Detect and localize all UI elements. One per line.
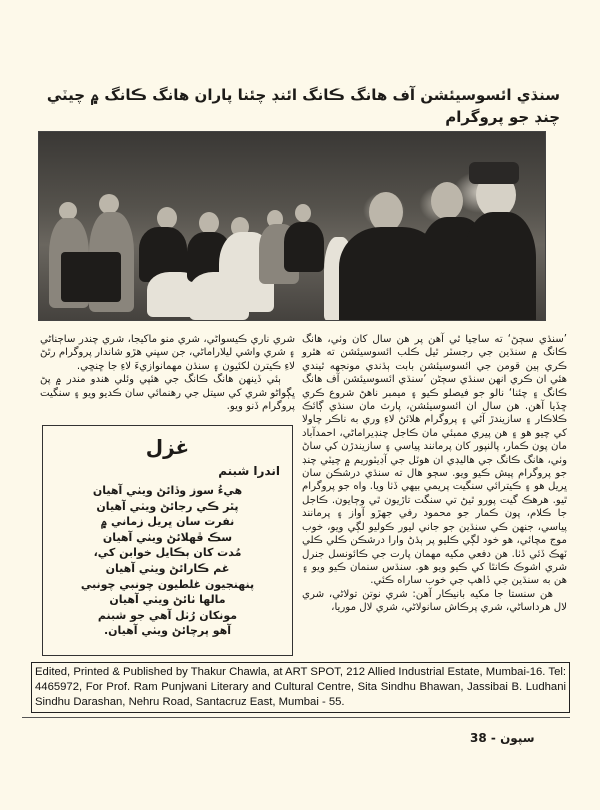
article-paragraph: ’سنڌي سڄڻ‘ ته ساڃيا ٿي آهن پر هن سال کان وٺي، هانگ ڪانگ ۾ سنڌين جي رجسٽر ٿيل ڪلب ائسوسيئشن ته هٿرو ڪري ٻين قومن جي ائسوسيئشن بابت ٻڌندي مونجهه ٿيندي هئي ان ڪري انهن سنڌي سڄڻن ’سنڌي ائسوسيئشن آف هانگ ڪانگ ۽ چئنا‘ نالو جو فيصلو ڪيو ۽ ميمبر ناهڻ شروع ڪري ڇڏيا آهن. هن سال ان ائسوسيئشن، پارٽ مان سنڌي ڳائڪ ڪلاڪار ۽ سازيندڙ آڻي ۽ پروگرام هلائڻ لاءِ وري به ناڪر چاولا کي چيو هو ۽ هن پيري ممبئي مان ڪاجل چنڊيراماڻي، احمدآباد مان پون ڪمار، پالنپور کان پرمانند پياسي ۽ سازيندڙن کي ساڻ وٺي، هانگ ڪانگ جي هاليڊي ان هوٽل جي آڊيٽوريم ۾ چيٽي چنڊ جو پروگرام پيش ڪيو ويو. سڄو هال ته سنڌي درشڪن سان ڀريل هو ۽ ڪيترائي سنگيت پريمي بيهي ڏٺا ويا. واه جو پروگرام ٿيو. هرهڪ گيت پورو ٿيڻ تي سنگت تاڙيون ٿي وڄايون. ڪاجل جا ڪلام، پون ڪمار جو محمود رفي جهڙو آواز ۽ پرمانند پياسي، جنهن ڪي سنڌين جو جاني ليور ڪوليو لڳي ويو، خوب موج مچائي، هو خود لڳي ڪليو پر ٻڌڻ وارا درشڪن ڪلي ڪلي ٽهڪ ڏئي ڏٺا. هن دفعي مکيه مهمان پارت جي ڪائونسل جنرل شري اشوڪ ڪانٿا کي ڪيو ويو هو. سنڌس سنمان ڪيو ويو ۽ هن به سنڌين جي ڏاهپ جي خوب ساراه ڪئي. xyxy=(302,334,567,587)
ghazal-line: مالها ٺائڻ ويٺي آهيان xyxy=(109,593,226,607)
ghazal-line: پٿر ڪي رجائڻ ويٺي آهيان xyxy=(96,499,239,513)
publisher-imprint: Edited, Printed & Published by Thakur Chawla, at ART SPOT, 212 Allied Industrial Estate, Mumbai-16. Tel: 4465972, For Prof. Ram Punjwani Literary and Cultural Centre, Sita Sindhu Bhawan, Jassibai B. Ludhani Sindhu Darashan, Nehru Road, Santacruz East, Mumbai - 55. xyxy=(31,662,570,713)
ghazal-line: پنهنجيون غلطيون چونبي چونبي xyxy=(80,577,255,591)
ghazal-line: آهو پرچائڻ ويٺي آهيان. xyxy=(103,624,231,638)
article-paragraph: شري ناري ڪيسواڻي، شري منو ماکيجا، شري چندر ساڄناڻي ۽ شري واشي ليلاراماڻي، جن سڀني هڙو شاندار پروگرام رٿڻ لاءِ ڪيترن لکئيون ۽ سنڌن مهمانوازيءَ لاءِ جا ڇنڇي. xyxy=(40,334,295,372)
article-paragraph: ٻئي ڏينهن هانگ ڪانگ جي هئپي وئلي هندو مندر ۾ پڻ ڀڳواڻو شري کي سيتل جي رهنمائي سان ڪديو ويو ۽ سنگيت پروگرام ڏنو ويو. xyxy=(40,374,295,413)
page-separator: - xyxy=(490,731,496,745)
article-paragraph: هن سنستا جا مکيه بانيڪار آهن: شري نوتن تولاڻي، شري لال هرداساڻي، شري پرڪاش سانولاڻي، شري لال موريا، xyxy=(302,588,567,614)
article-headline: سنڌي ائسوسيئشن آف هانگ ڪانگ ائنڊ چئنا پاران هانگ ڪانگ ۾ چيٽي چنڊ جو پروگرام xyxy=(46,86,560,126)
event-photo xyxy=(38,131,546,321)
ghazal-line: سڪ ڦهلائڻ ويٺي آهيان xyxy=(102,530,233,544)
magazine-name: سپون xyxy=(500,731,535,745)
ghazal-line: هيءُ سوز وڏائڻ ويٺي آهيان xyxy=(92,484,243,497)
page-number: 38 xyxy=(470,731,487,745)
ghazal-title: غزل xyxy=(145,435,190,459)
footer-rule xyxy=(22,717,570,718)
article-left-column xyxy=(40,333,295,413)
ghazal-poem-box xyxy=(42,425,293,656)
ghazal-line: مونکان رُٺل آهي جو شبنم xyxy=(97,608,238,622)
ghazal-line: غم ڪارائڻ ويٺي آهيان xyxy=(105,561,230,575)
ghazal-line: نفرت سان ڀريل زماني ۾ xyxy=(100,515,235,529)
ghazal-line: مُدت کان ٻڪايل خوابن کي، xyxy=(93,546,242,560)
ghazal-verses xyxy=(43,483,292,639)
page-footer xyxy=(470,731,535,745)
ghazal-author: اندرا شبنم xyxy=(218,464,280,478)
article-right-column xyxy=(302,333,567,615)
